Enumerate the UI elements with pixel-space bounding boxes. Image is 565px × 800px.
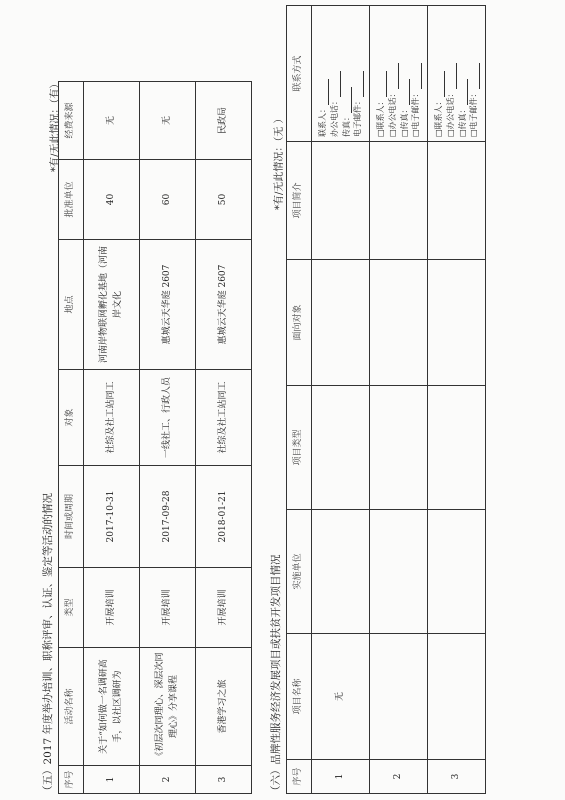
contact-cell <box>428 6 486 142</box>
contact-line: □办公电话： <box>387 9 399 137</box>
cell-no: 3 <box>196 766 252 794</box>
contact-line: □办公电话： <box>445 9 457 137</box>
header-cell: 时间或周期 <box>59 466 84 568</box>
activities-table <box>58 81 252 794</box>
cell-empty <box>370 386 428 510</box>
cell-type: 开展培训 <box>196 568 252 648</box>
cell-name <box>428 634 486 760</box>
projects-table <box>286 5 486 794</box>
cell-name: 《初层次同理心、深层次同理心》分享课程 <box>140 648 196 766</box>
cell-target: 社综及社工站同工 <box>196 370 252 466</box>
header-cell: 面向对象 <box>287 260 312 386</box>
contact-line: □联系人： <box>433 9 445 137</box>
cell-time: 2017-09-28 <box>140 466 196 568</box>
table-row <box>196 82 252 794</box>
cell-time: 2018-01-21 <box>196 466 252 568</box>
cell-approver: 40 <box>84 160 140 240</box>
cell-empty <box>312 386 370 510</box>
cell-empty <box>370 142 428 260</box>
header-cell: 活动名称 <box>59 648 84 766</box>
cell-place: 河南岸物联网孵化基地（河南岸文化 <box>84 240 140 370</box>
cell-empty <box>428 142 486 260</box>
table-header-row <box>287 6 312 794</box>
header-cell: 序号 <box>287 760 312 794</box>
table-row <box>428 6 486 794</box>
header-cell: 项目类型 <box>287 386 312 510</box>
contact-cell <box>312 6 370 142</box>
contact-line: 传真： <box>341 9 353 137</box>
contact-line: □联系人： <box>375 9 387 137</box>
cell-no: 1 <box>84 766 140 794</box>
table-row <box>312 6 370 794</box>
cell-name: 香港学习之旅 <box>196 648 252 766</box>
cell-funding: 民政局 <box>196 82 252 160</box>
contact-line: □传真： <box>457 9 469 137</box>
table-row <box>84 82 140 794</box>
cell-name: 无 <box>312 634 370 760</box>
table-header-row <box>59 82 84 794</box>
cell-type: 开展培训 <box>84 568 140 648</box>
header-cell: 类型 <box>59 568 84 648</box>
cell-empty <box>312 142 370 260</box>
header-cell: 项目名称 <box>287 634 312 760</box>
contact-line: 联系人： <box>317 9 329 137</box>
section6-note: *有/无此情况：（无 ） <box>274 113 285 210</box>
section5-note: *有/无此情况：（有） <box>50 78 61 172</box>
cell-empty <box>312 510 370 634</box>
contact-line: □电子邮件： <box>410 9 422 137</box>
cell-no: 3 <box>428 760 486 794</box>
cell-empty <box>370 510 428 634</box>
cell-name <box>370 634 428 760</box>
header-cell: 联系方式 <box>287 6 312 142</box>
contact-line: 办公电话： <box>329 9 341 137</box>
cell-empty <box>370 260 428 386</box>
header-cell: 地点 <box>59 240 84 370</box>
cell-funding: 无 <box>140 82 196 160</box>
header-cell: 实施单位 <box>287 510 312 634</box>
cell-empty <box>428 386 486 510</box>
contact-line: □传真： <box>399 9 411 137</box>
cell-approver: 60 <box>140 160 196 240</box>
cell-funding: 无 <box>84 82 140 160</box>
cell-empty <box>428 260 486 386</box>
cell-target: 一线社工、行政人员 <box>140 370 196 466</box>
table-row <box>370 6 428 794</box>
cell-empty <box>428 510 486 634</box>
cell-place: 惠城云天华庭 2607 <box>140 240 196 370</box>
header-cell: 批准单位 <box>59 160 84 240</box>
cell-no: 1 <box>312 760 370 794</box>
section5-title: （五）2017 年度举办培训、职称评审、认证、鉴定等活动的情况 <box>42 492 54 796</box>
table-row <box>140 82 196 794</box>
cell-approver: 50 <box>196 160 252 240</box>
cell-no: 2 <box>140 766 196 794</box>
header-cell: 经费来源 <box>59 82 84 160</box>
cell-place: 惠城云天华庭 2607 <box>196 240 252 370</box>
cell-target: 社综及社工站同工 <box>84 370 140 466</box>
header-cell: 对象 <box>59 370 84 466</box>
contact-cell <box>370 6 428 142</box>
cell-no: 2 <box>370 760 428 794</box>
cell-empty <box>312 260 370 386</box>
cell-time: 2017-10-31 <box>84 466 140 568</box>
contact-line: □电子邮件： <box>468 9 480 137</box>
cell-name: 关于“如何做一名调研高手，以社区调研为 <box>84 648 140 766</box>
header-cell: 项目简介 <box>287 142 312 260</box>
header-cell: 序号 <box>59 766 84 794</box>
section6-title: （六）品牌性服务经济发展项目或扶贫开发项目情况 <box>270 554 282 796</box>
cell-type: 开展培训 <box>140 568 196 648</box>
contact-line: 电子邮件： <box>352 9 364 137</box>
